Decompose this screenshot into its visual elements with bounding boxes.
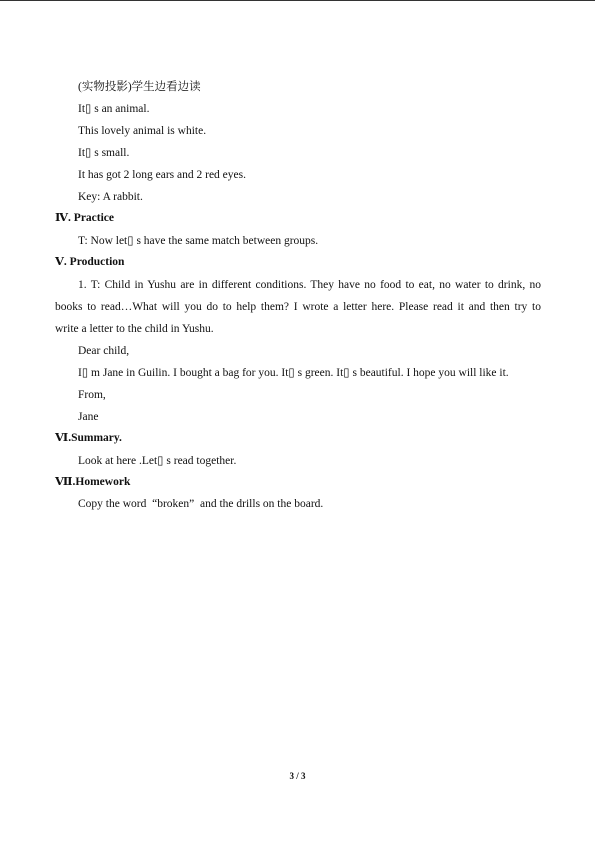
letter-signature: Jane (78, 411, 99, 423)
paragraph-line: books to read…What will you do to help them? I wrote a letter here. Please read it and then try to (55, 301, 541, 313)
page-number: 3 / 3 (289, 771, 306, 781)
text-line: Key: A rabbit. (78, 191, 143, 203)
text-line: T: Now let▯ s have the same match between groups. (78, 235, 319, 247)
section-heading-practice: Ⅳ. Practice (55, 212, 115, 224)
text-line: It▯ s small. (78, 147, 130, 159)
section-heading-homework: Ⅶ.Homework (55, 476, 131, 488)
text-line-projection-note: (实物投影)学生边看边读 (78, 81, 201, 93)
section-heading-summary: Ⅵ.Summary. (55, 432, 122, 444)
letter-body: I▯ m Jane in Guilin. I bought a bag for you. It▯ s green. It▯ s beautiful. I hope you will like it. (78, 367, 509, 379)
paragraph-line: write a letter to the child in Yushu. (55, 323, 214, 335)
section-heading-production: Ⅴ. Production (55, 256, 125, 268)
text-line: It▯ s an animal. (78, 103, 150, 115)
letter-closing: From, (78, 389, 106, 401)
text-line: Look at here .Let▯ s read together. (78, 455, 237, 467)
paragraph-line: 1. T: Child in Yushu are in different conditions. They have no food to eat, no water to drink, no (78, 279, 541, 291)
letter-salutation: Dear child, (78, 345, 130, 357)
text-line: It has got 2 long ears and 2 red eyes. (78, 169, 246, 181)
text-line: This lovely animal is white. (78, 125, 207, 137)
text-line: Copy the word “broken” and the drills on the board. (78, 498, 324, 510)
header-rule (0, 0, 595, 1)
